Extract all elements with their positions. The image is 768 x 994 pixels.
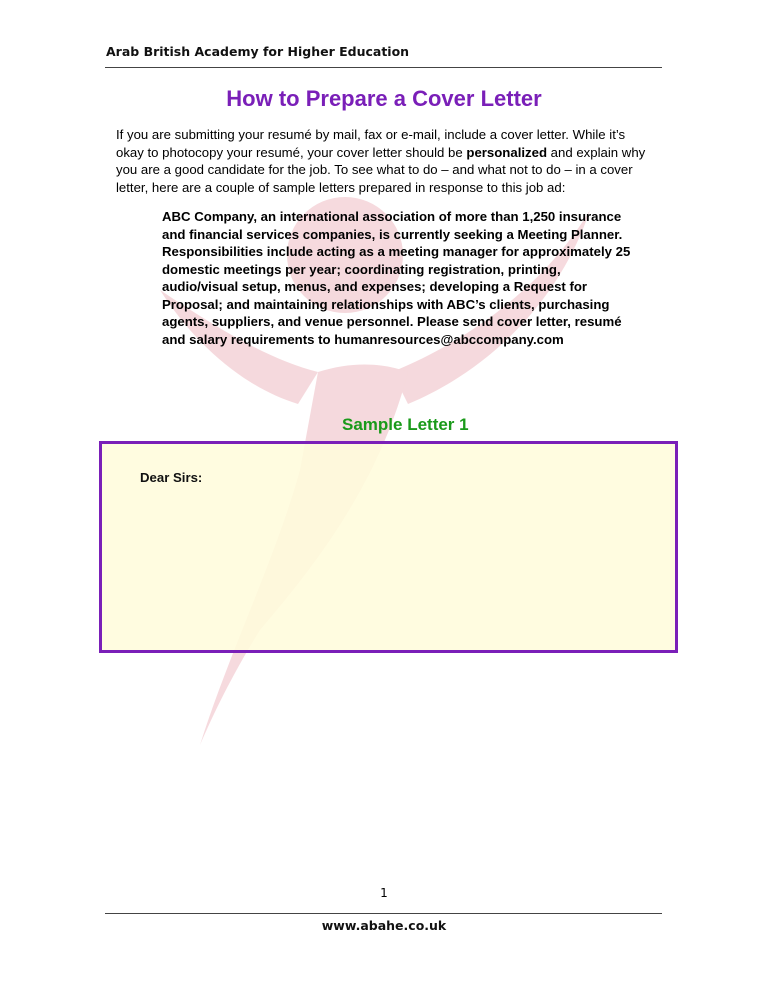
job-ad-text: ABC Company, an international association of more than 1,250 insurance and financial services companies, is currently seeking a Meeting Planner. Responsibilities include acting as a meeting manager for approximately 25 domestic meetings per year; coordinating registration, printing, audio/visual setup, menus, and expenses; developing a Request for Proposal; and maintaining relationships with ABC’s clients, purchasing agents, suppliers, and venue personnel. Please send cover letter, resumé and salary requirements to humanresources@abccompany.com (162, 209, 631, 347)
header-divider (105, 67, 662, 68)
header-organization: Arab British Academy for Higher Education (106, 44, 410, 59)
intro-text-start: If you are submitting your resumé by mail, fax or e-mail, include a cover letter. While it’s okay to photocopy your resumé, your cover letter should be (116, 127, 626, 160)
intro-text-end: and explain why you are a good candidate for the job. To see what to do – and what not to do – in a cover letter, here are a couple of sample letters prepared in response to this job ad: (116, 144, 646, 195)
letter-salutation: Dear Sirs: (140, 470, 203, 485)
page-title: How to Prepare a Cover Letter (226, 86, 542, 111)
intro-emphasis: personalized (466, 144, 548, 160)
footer-website: www.abahe.co.uk (321, 918, 447, 933)
sample-letter-box (99, 441, 678, 653)
page-number: 1 (380, 886, 388, 900)
intro-paragraph (116, 126, 656, 196)
footer-divider (105, 913, 662, 914)
sample-letter-heading: Sample Letter 1 (342, 415, 469, 434)
